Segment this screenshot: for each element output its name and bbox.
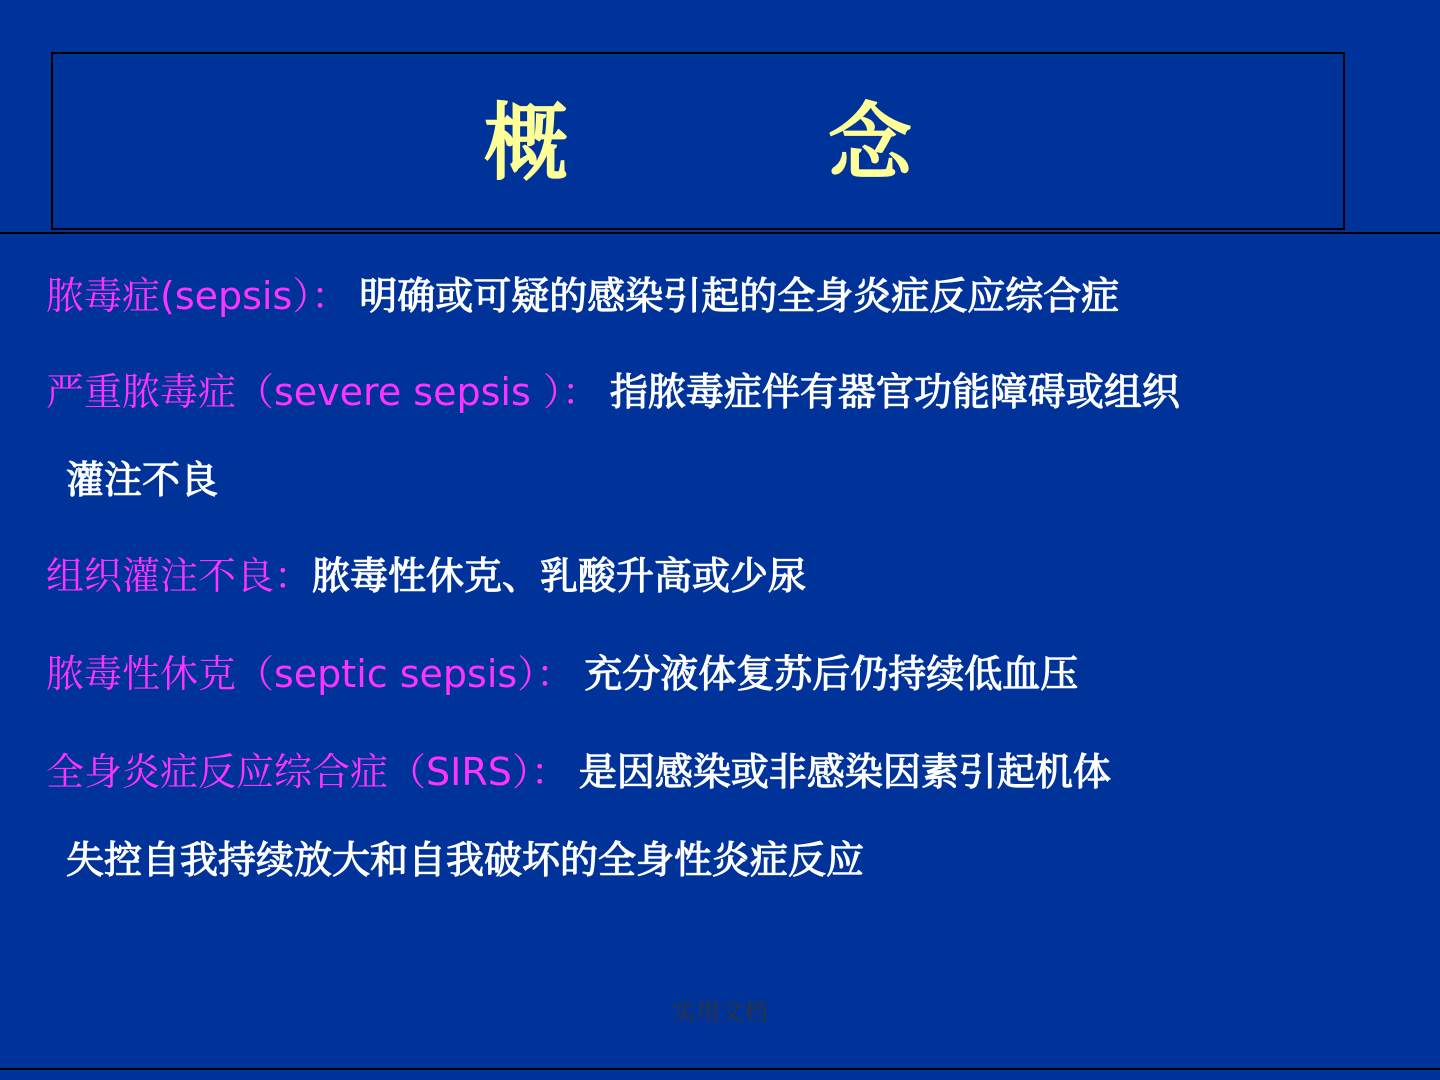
definition-continuation (66, 456, 218, 504)
definition-continuation (66, 836, 864, 884)
definition-text: 充分液体复苏后仍持续低血压 (584, 652, 1079, 696)
definition-text: 指脓毒症伴有器官功能障碍或组织 (609, 370, 1180, 414)
term-label: 组织灌注不良： (46, 554, 313, 598)
title-divider (0, 232, 1440, 234)
term-label: 脓毒症(sepsis）： (46, 274, 350, 318)
definition-tissue-hypoperfusion (46, 552, 806, 600)
term-label: 全身炎症反应综合症（SIRS）： (46, 750, 569, 794)
bottom-divider (0, 1068, 1440, 1070)
definition-text-continued: 失控自我持续放大和自我破坏的全身性炎症反应 (66, 838, 865, 882)
term-label: 脓毒性休克（septic sepsis）： (46, 652, 575, 696)
slide-title: 概 念 (483, 92, 1000, 192)
term-label: 严重脓毒症（severe sepsis ）： (46, 370, 600, 414)
definition-sirs (46, 748, 1111, 796)
definition-text-continued: 灌注不良 (66, 458, 219, 502)
footer-caption: 实用文档 (672, 998, 768, 1026)
definition-septic-shock (46, 650, 1078, 698)
definition-text: 明确或可疑的感染引起的全身炎症反应综合症 (359, 274, 1120, 318)
definition-text: 是因感染或非感染因素引起机体 (578, 750, 1111, 794)
definition-severe-sepsis (46, 368, 1180, 416)
title-box (51, 52, 1345, 230)
definition-sepsis (46, 272, 1119, 320)
definition-text: 脓毒性休克、乳酸升高或少尿 (312, 554, 807, 598)
